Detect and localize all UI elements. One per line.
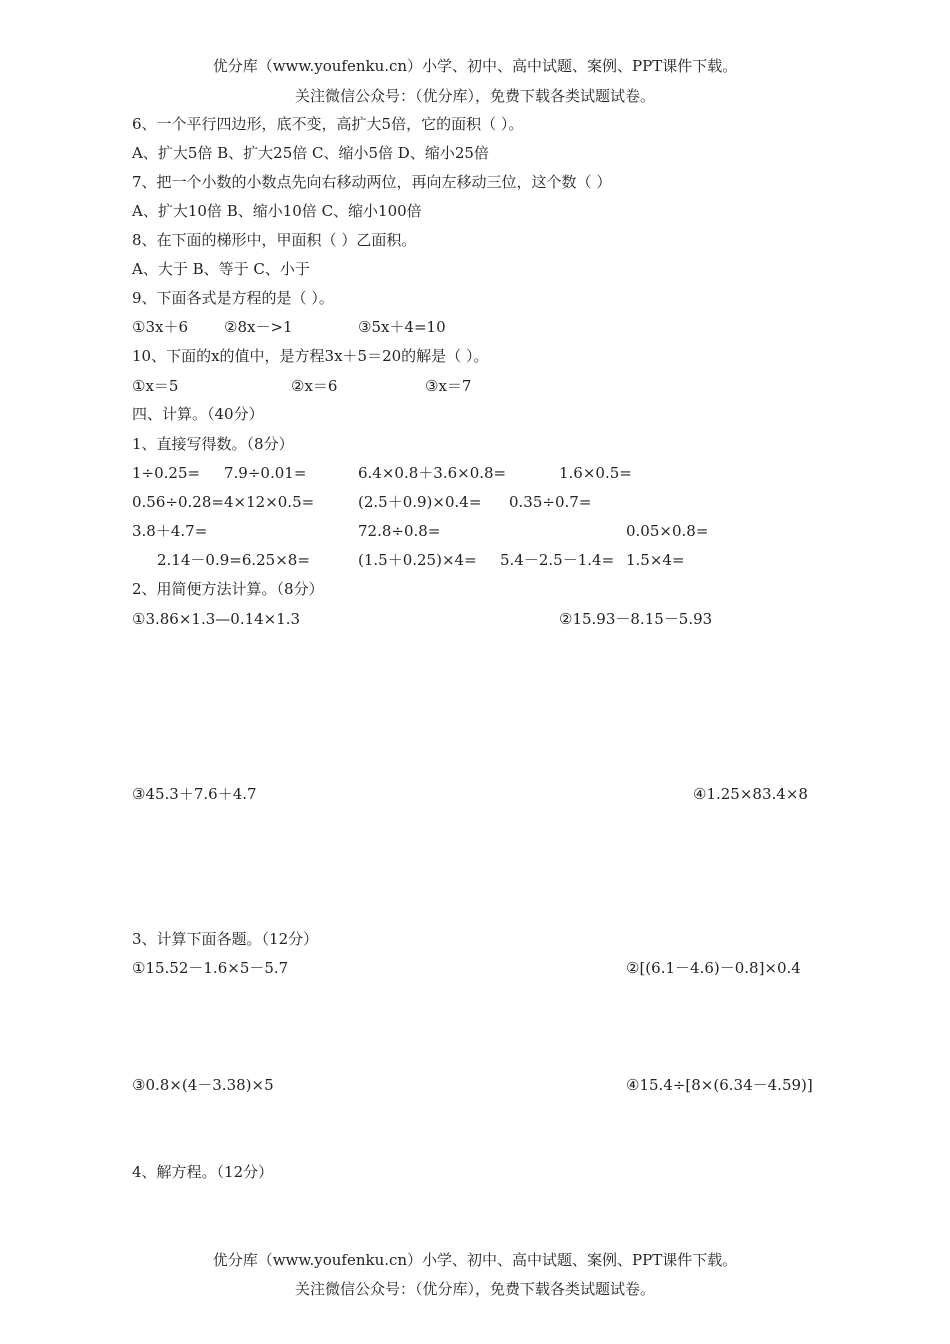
part-1-title: 1、直接写得数。（8分） xyxy=(132,435,294,453)
simplify-item-1: ①3.86×1.3—0.14×1.3 xyxy=(132,610,301,628)
part-4-title: 4、解方程。（12分） xyxy=(132,1163,274,1181)
oral-calc-item: 5.4－2.5－1.4= xyxy=(500,551,615,569)
footer-line-1: 优分库（www.youfenku.cn）小学、初中、高中试题、案例、PPT课件下载。 xyxy=(212,1251,738,1269)
question-6-options: A、扩大5倍 B、扩大25倍 C、缩小5倍 D、缩小25倍 xyxy=(132,144,489,162)
oral-calc-item: 6.4×0.8＋3.6×0.8= xyxy=(358,464,507,482)
question-10-item-2: ②x＝6 xyxy=(291,377,338,395)
footer-line-2: 关注微信公众号：（优分库），免费下载各类试题试卷。 xyxy=(294,1280,655,1298)
oral-calc-item: 1÷0.25= xyxy=(132,464,201,482)
question-9-item-3: ③5x＋4=10 xyxy=(358,318,446,336)
oral-calc-item: (2.5＋0.9)×0.4= xyxy=(358,493,482,511)
oral-calc-item: 7.9÷0.01= xyxy=(224,464,307,482)
question-10-item-1: ①x＝5 xyxy=(132,377,179,395)
section-4-title: 四、计算。（40分） xyxy=(132,405,264,423)
question-9-item-1: ①3x＋6 xyxy=(132,318,188,336)
question-7: 7、把一个小数的小数点先向右移动两位，再向左移动三位，这个数（ ） xyxy=(132,173,612,191)
part-3-title: 3、计算下面各题。（12分） xyxy=(132,930,319,948)
oral-calc-item: 0.05×0.8= xyxy=(626,522,709,540)
calc-item-4: ④15.4÷[8×(6.34－4.59)] xyxy=(626,1076,813,1094)
calc-item-1: ①15.52－1.6×5－5.7 xyxy=(132,959,289,977)
question-9: 9、下面各式是方程的是（ ）。 xyxy=(132,289,334,307)
oral-calc-item: 3.8＋4.7= xyxy=(132,522,208,540)
question-6: 6、一个平行四边形，底不变，高扩大5倍，它的面积（ ）。 xyxy=(132,115,524,133)
header-line-2: 关注微信公众号：（优分库），免费下载各类试题试卷。 xyxy=(294,87,655,105)
oral-calc-item: 0.35÷0.7= xyxy=(509,493,592,511)
simplify-item-4: ④1.25×83.4×8 xyxy=(693,785,808,803)
simplify-item-2: ②15.93－8.15－5.93 xyxy=(559,610,713,628)
question-10: 10、下面的x的值中，是方程3x＋5＝20的解是（ ）。 xyxy=(132,347,489,365)
calc-item-3: ③0.8×(4－3.38)×5 xyxy=(132,1076,274,1094)
question-8: 8、在下面的梯形中，甲面积（ ）乙面积。 xyxy=(132,231,417,249)
oral-calc-item: 1.6×0.5= xyxy=(559,464,632,482)
calc-item-2: ②[(6.1－4.6)－0.8]×0.4 xyxy=(626,959,801,977)
oral-calc-item: 4×12×0.5= xyxy=(224,493,315,511)
oral-calc-item: 2.14－0.9=6.25×8= xyxy=(157,551,310,569)
question-9-item-2: ②8x－>1 xyxy=(224,318,293,336)
question-8-options: A、大于 B、等于 C、小于 xyxy=(132,260,310,278)
question-10-item-3: ③x＝7 xyxy=(425,377,472,395)
simplify-item-3: ③45.3＋7.6＋4.7 xyxy=(132,785,257,803)
oral-calc-item: (1.5＋0.25)×4= xyxy=(358,551,477,569)
part-2-title: 2、用简便方法计算。（8分） xyxy=(132,580,324,598)
oral-calc-item: 72.8÷0.8= xyxy=(358,522,441,540)
question-7-options: A、扩大10倍 B、缩小10倍 C、缩小100倍 xyxy=(132,202,422,220)
oral-calc-item: 0.56÷0.28= xyxy=(132,493,224,511)
oral-calc-item: 1.5×4= xyxy=(626,551,685,569)
header-line-1: 优分库（www.youfenku.cn）小学、初中、高中试题、案例、PPT课件下载。 xyxy=(212,57,738,75)
